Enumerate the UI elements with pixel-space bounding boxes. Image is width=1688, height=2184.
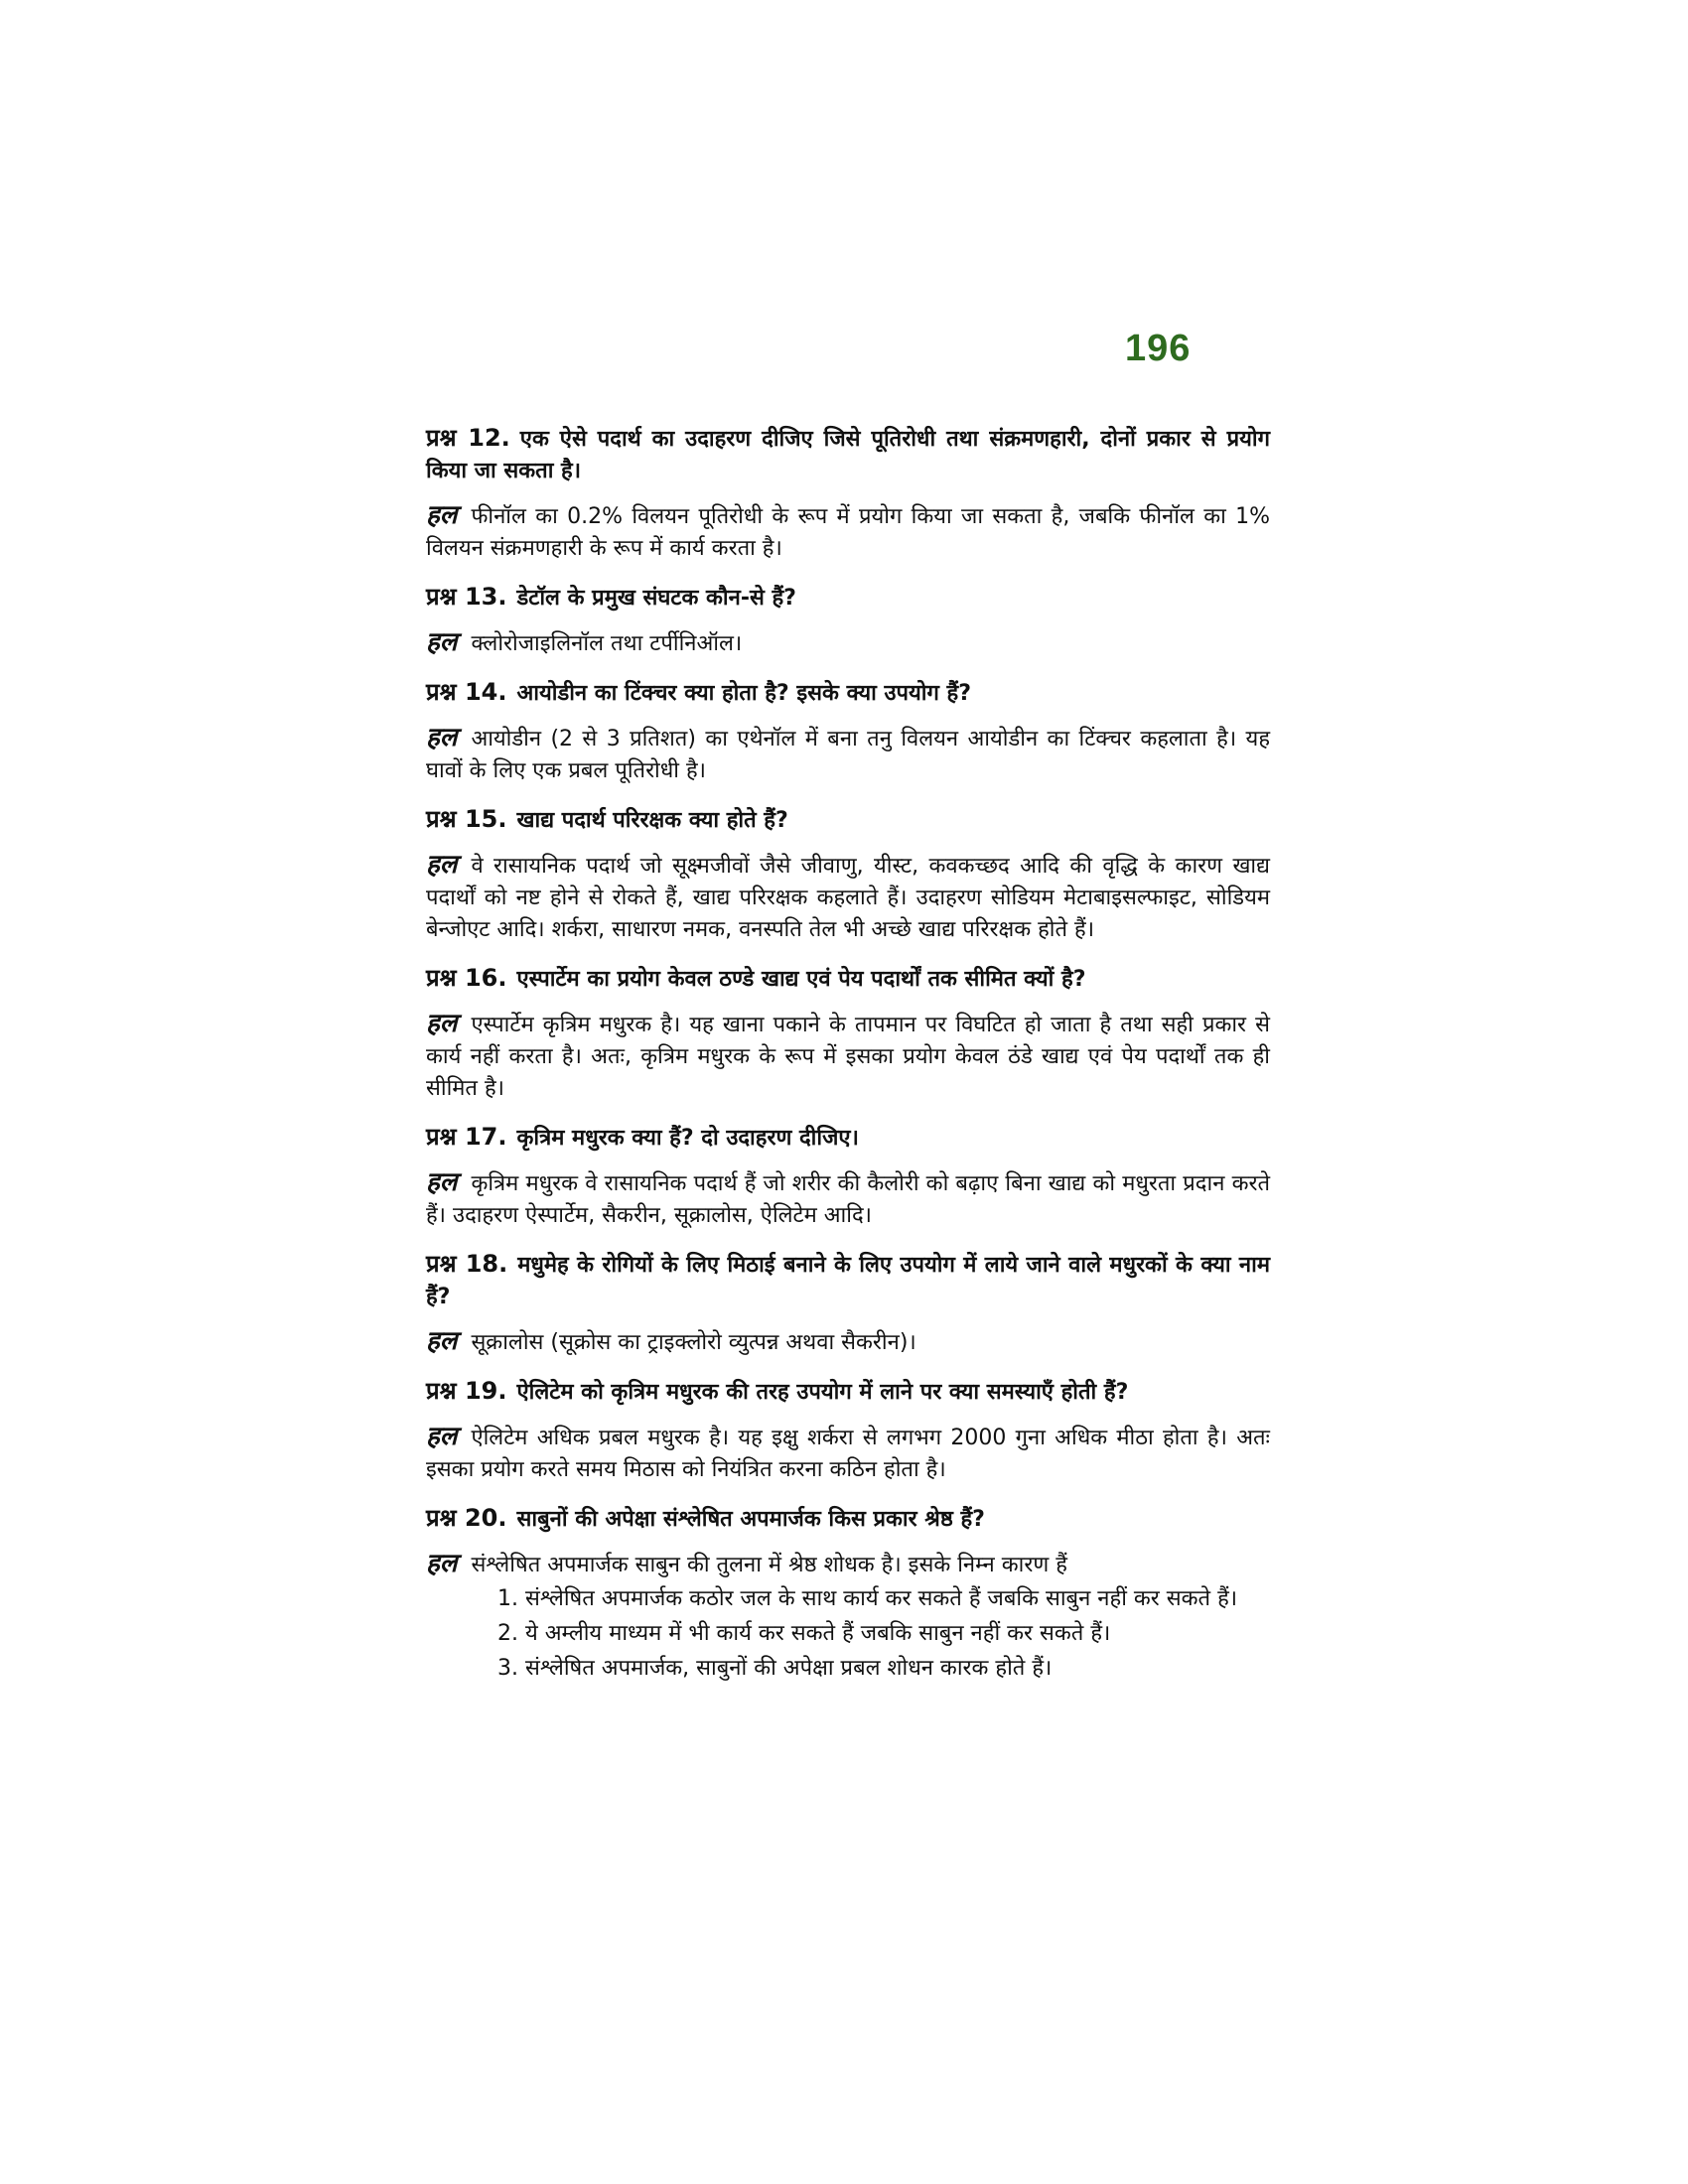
- answer-text: संश्लेषित अपमार्जक साबुन की तुलना में श्रेष्ठ शोधक है। इसके निम्न कारण हैं: [471, 1553, 1067, 1577]
- qa-content: [426, 422, 1270, 1688]
- answer-label: हल: [426, 1549, 458, 1578]
- answer-text: आयोडीन (2 से 3 प्रतिशत) का एथेनॉल में बना तनु विलयन आयोडीन का टिंक्चर कहलाता है। यह घावों के लिए एक प्रबल पूतिरोधी है।: [426, 727, 1270, 783]
- answer-text: ऐलिटेम अधिक प्रबल मधुरक है। यह इक्षु शर्करा से लगभग 2000 गुना अधिक मीठा होता है। अतः इसका प्रयोग करते समय मिठास को नियंत्रित करना कठिन होता है।: [426, 1426, 1270, 1482]
- qa-20: [426, 1502, 1270, 1685]
- answer-text: फीनॉल का 0.2% विलयन पूतिरोधी के रूप में प्रयोग किया जा सकता है, जबकि फीनॉल का 1% विलयन संक्रमणहारी के रूप में कार्य करता है।: [426, 504, 1270, 561]
- qa-12: [426, 422, 1270, 565]
- list-item: [497, 1618, 1270, 1650]
- question-15: [426, 803, 1270, 837]
- question-label: प्रश्न 18.: [426, 1250, 508, 1278]
- question-14: [426, 676, 1270, 710]
- question-label: प्रश्न 12.: [426, 424, 510, 452]
- question-text: एस्पार्टेम का प्रयोग केवल ठण्डे खाद्य एवं पेय पदार्थों तक सीमित क्यों है?: [516, 967, 1086, 992]
- list-item: [497, 1583, 1270, 1615]
- answer-label: हल: [426, 627, 458, 657]
- answer-text: सूक्रालोस (सूक्रोस का ट्राइक्लोरो व्युत्पन्न अथवा सैकरीन)।: [471, 1330, 916, 1355]
- answer-20: [426, 1548, 1270, 1581]
- qa-15: [426, 803, 1270, 946]
- answer-12: [426, 499, 1270, 565]
- question-13: [426, 581, 1270, 614]
- qa-16: [426, 962, 1270, 1105]
- question-text: ऐलिटेम को कृत्रिम मधुरक की तरह उपयोग में लाने पर क्या समस्याएँ होती हैं?: [516, 1380, 1129, 1405]
- qa-17: [426, 1121, 1270, 1232]
- question-16: [426, 962, 1270, 996]
- question-label: प्रश्न 13.: [426, 583, 507, 611]
- question-label: प्रश्न 16.: [426, 964, 507, 992]
- list-item-text: ये अम्लीय माध्यम में भी कार्य कर सकते हैं जबकि साबुन नहीं कर सकते हैं।: [525, 1621, 1111, 1646]
- answer-17: [426, 1166, 1270, 1232]
- page-number: 196: [1125, 328, 1192, 369]
- question-text: खाद्य पदार्थ परिरक्षक क्या होते हैं?: [516, 808, 788, 833]
- list-item-text: संश्लेषित अपमार्जक कठोर जल के साथ कार्य कर सकते हैं जबकि साबुन नहीं कर सकते हैं।: [525, 1586, 1238, 1611]
- question-label: प्रश्न 15.: [426, 805, 507, 833]
- question-label: प्रश्न 17.: [426, 1123, 507, 1151]
- question-19: [426, 1375, 1270, 1409]
- question-text: डेटॉल के प्रमुख संघटक कौन-से हैं?: [516, 586, 796, 611]
- list-item-number: 2.: [497, 1621, 518, 1646]
- list-item-text: संश्लेषित अपमार्जक, साबुनों की अपेक्षा प्रबल शोधन कारक होते हैं।: [525, 1656, 1053, 1681]
- question-20: [426, 1502, 1270, 1536]
- question-text: मधुमेह के रोगियों के लिए मिठाई बनाने के लिए उपयोग में लाये जाने वाले मधुरकों के क्या नाम हैं?: [426, 1253, 1270, 1309]
- answer-16: [426, 1008, 1270, 1105]
- answer-text: क्लोरोजाइलिनॉल तथा टर्पीनिऑल।: [471, 631, 743, 656]
- list-item: [497, 1653, 1270, 1685]
- qa-19: [426, 1375, 1270, 1486]
- qa-18: [426, 1248, 1270, 1359]
- answer-text: कृत्रिम मधुरक वे रासायनिक पदार्थ हैं जो शरीर की कैलोरी को बढ़ाए बिना खाद्य को मधुरता प्रदान करते हैं। उदाहरण ऐस्पार्टेम, सैकरीन, सूक्रालोस, ऐलिटेम आदि।: [426, 1171, 1270, 1228]
- answer-14: [426, 722, 1270, 787]
- question-label: प्रश्न 19.: [426, 1377, 507, 1405]
- qa-14: [426, 676, 1270, 787]
- answer-18: [426, 1325, 1270, 1359]
- answer-13: [426, 626, 1270, 660]
- answer-label: हल: [426, 1167, 458, 1197]
- answer-text: वे रासायनिक पदार्थ जो सूक्ष्मजीवों जैसे जीवाणु, यीस्ट, कवकच्छद आदि की वृद्धि के कारण खाद्य पदार्थों को नष्ट होने से रोकते हैं, खाद्य परिरक्षक कहलाते हैं। उदाहरण सोडियम मेटाबाइसल्फाइट, सोडियम बेन्जोएट आदि। शर्करा, साधारण नमक, वनस्पति तेल भी अच्छे खाद्य परिरक्षक होते हैं।: [426, 854, 1270, 942]
- reasons-list: [426, 1583, 1270, 1685]
- answer-label: हल: [426, 723, 458, 752]
- question-label: प्रश्न 14.: [426, 678, 507, 706]
- answer-text: एस्पार्टेम कृत्रिम मधुरक है। यह खाना पकाने के तापमान पर विघटित हो जाता है तथा सही प्रकार से कार्य नहीं करता है। अतः, कृत्रिम मधुरक के रूप में इसका प्रयोग केवल ठंडे खाद्य एवं पेय पदार्थों तक ही सीमित है।: [426, 1013, 1270, 1101]
- question-text: आयोडीन का टिंक्चर क्या होता है? इसके क्या उपयोग हैं?: [516, 681, 971, 706]
- list-item-number: 3.: [497, 1656, 518, 1681]
- answer-15: [426, 849, 1270, 946]
- question-text: कृत्रिम मधुरक क्या हैं? दो उदाहरण दीजिए।: [516, 1126, 859, 1151]
- list-item-number: 1.: [497, 1586, 518, 1611]
- answer-label: हल: [426, 1326, 458, 1356]
- question-17: [426, 1121, 1270, 1155]
- answer-label: हल: [426, 850, 458, 880]
- answer-label: हल: [426, 1009, 458, 1038]
- question-label: प्रश्न 20.: [426, 1504, 507, 1532]
- answer-label: हल: [426, 500, 458, 530]
- answer-19: [426, 1421, 1270, 1486]
- answer-label: हल: [426, 1422, 458, 1451]
- question-12: [426, 422, 1270, 487]
- question-text: साबुनों की अपेक्षा संश्लेषित अपमार्जक किस प्रकार श्रेष्ठ हैं?: [516, 1507, 985, 1532]
- question-18: [426, 1248, 1270, 1313]
- qa-13: [426, 581, 1270, 660]
- question-text: एक ऐसे पदार्थ का उदाहरण दीजिए जिसे पूतिरोधी तथा संक्रमणहारी, दोनों प्रकार से प्रयोग किया जा सकता है।: [426, 427, 1270, 483]
